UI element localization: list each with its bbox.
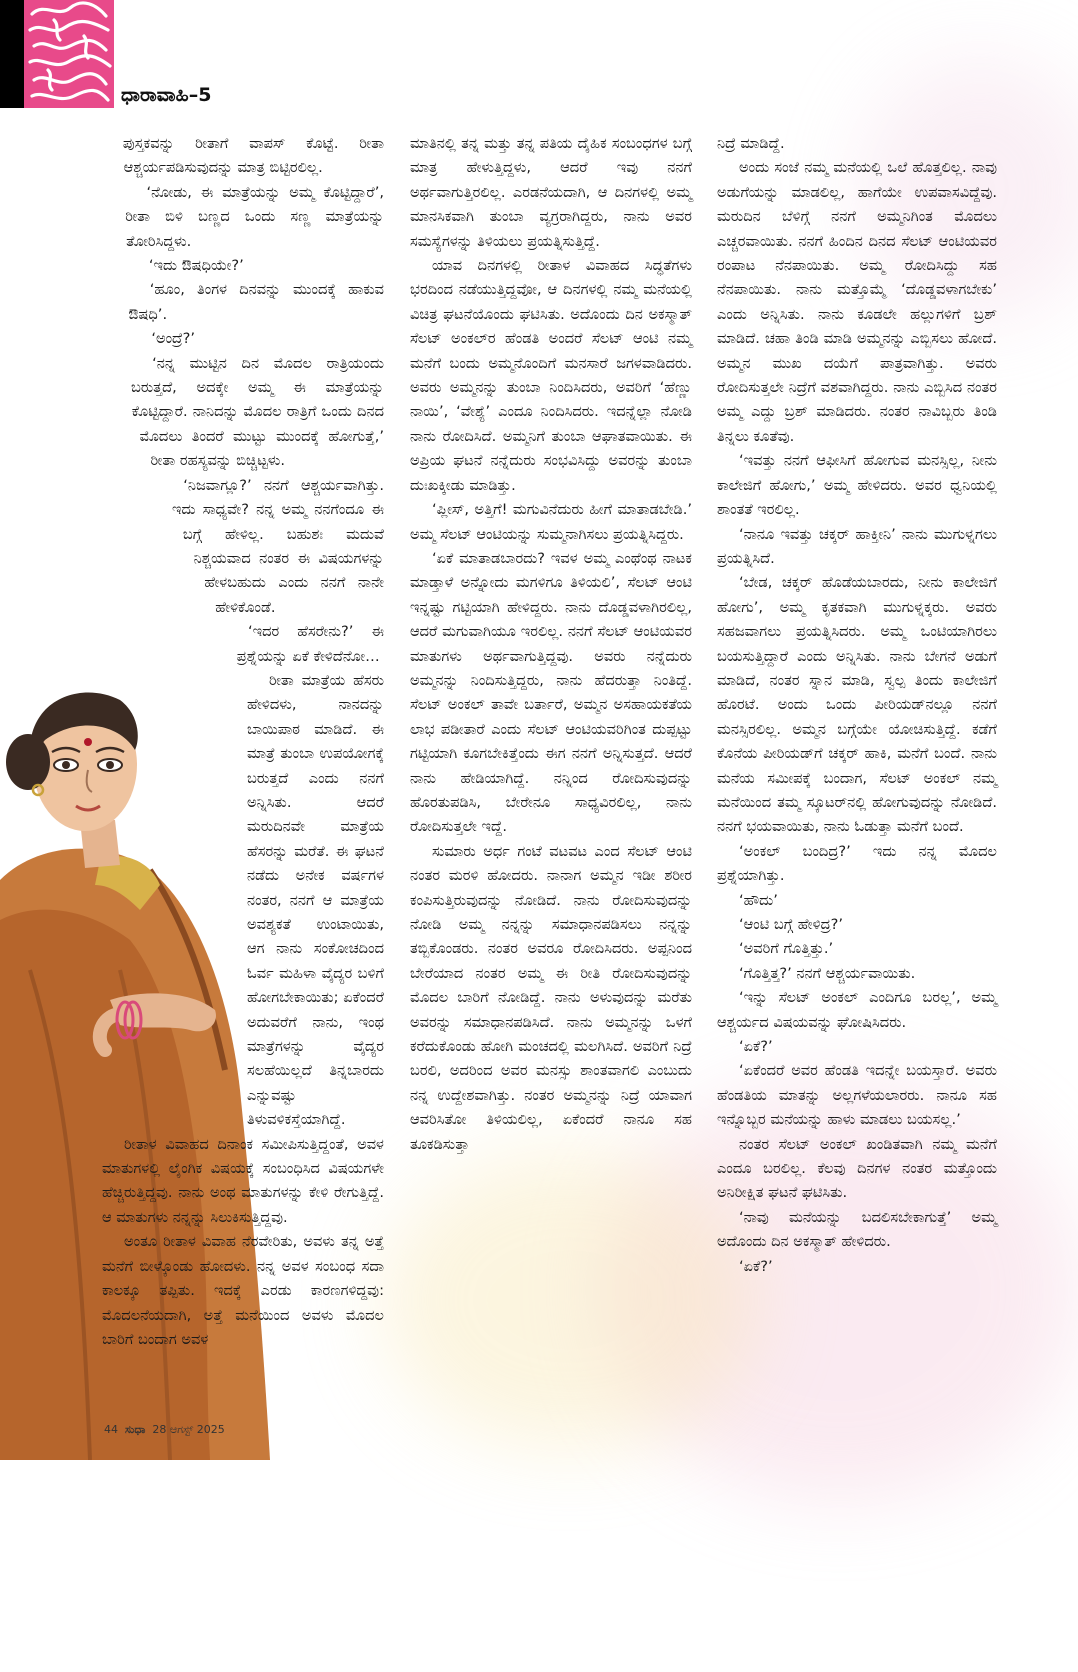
page-number: 44 [104, 1423, 118, 1436]
text-column-2 [410, 132, 692, 1157]
paragraph: ‘ಇವತ್ತು ನನಗೆ ಆಫೀಸಿಗೆ ಹೋಗುವ ಮನಸ್ಸಿಲ್ಲ, ನೀನು ಕಾಲೇಜಿಗೆ ಹೋಗು,’ ಅಮ್ಮ ಹೇಳಿದರು. ಅವರ ಧ್ವನಿಯಲ್ಲಿ ಶಾಂತತೆ ಇರಲಿಲ್ಲ. [717, 452, 997, 519]
page-footer [104, 1423, 225, 1437]
series-logo [0, 0, 114, 108]
paragraph: ‘ಏಕೆ ಮಾತಾಡಬಾರದು? ಇವಳ ಅಮ್ಮ ಎಂಥೆಂಥ ನಾಟಕ ಮಾಡ್ತಾಳೆ ಅನ್ನೋದು ಮಗಳಿಗೂ ತಿಳಿಯಲಿ’, ಸೆಲಟ್ ಆಂಟಿ ಇನ್ನಷ್ಟು ಗಟ್ಟಿಯಾಗಿ ಹೇಳಿದ್ದರು. ನಾನು ದೊಡ್ಡವಳಾಗಿರಲಿಲ್ಲ, ಆದರೆ ಮಗುವಾಗಿಯೂ ಇರಲಿಲ್ಲ. ನನಗೆ ಸೆಲಟ್ ಆಂಟಿಯವರ ಮಾತುಗಳು ಅರ್ಥವಾಗುತ್ತಿದ್ದವು. ಅವರು ನನ್ನೆದುರು ಅಮ್ಮನನ್ನು ನಿಂದಿಸುತ್ತಿದ್ದರು, ನಾನು ಹೆದರುತ್ತಾ ನಿಂತಿದ್ದೆ. ಸೆಲಟ್ ಅಂಕಲ್ ತಾವೇ ಬರ್ತಾರೆ, ಅಮ್ಮನ ಅಸಹಾಯಕತೆಯ ಲಾಭ ಪಡೀತಾರೆ ಎಂದು ಸೆಲಟ್ ಆಂಟಿಯವರಿಗಿಂತ ದುಪ್ಪಟ್ಟು ಗಟ್ಟಿಯಾಗಿ ಕೂಗಬೇಕಿತ್ತೆಂದು ಈಗ ನನಗೆ ಅನ್ನಿಸುತ್ತದೆ. ಆದರೆ ನಾನು ಹೇಡಿಯಾಗಿದ್ದೆ. ನನ್ನಿಂದ ರೋದಿಸುವುದನ್ನು ಹೊರತುಪಡಿಸಿ, ಬೇರೇನೂ ಸಾಧ್ಯವಿರಲಿಲ್ಲ, ನಾನು ರೋದಿಸುತ್ತಲೇ ಇದ್ದೆ. [410, 549, 692, 836]
paragraph: ‘ನಾನೂ ಇವತ್ತು ಚಕ್ಕರ್ ಹಾಕ್ತೀನಿ’ ನಾನು ಮುಗುಳ್ನಗಲು ಪ್ರಯತ್ನಿಸಿದೆ. [717, 525, 997, 567]
text-column-1 [102, 132, 384, 1672]
paragraph: ‘ಪ್ಲೀಸ್, ಅತ್ತಿಗೆ! ಮಗುವಿನೆದುರು ಹೀಗೆ ಮಾತಾಡಬೇಡಿ.’ ಅಮ್ಮ ಸೆಲಟ್ ಆಂಟಿಯನ್ನು ಸುಮ್ಮನಾಗಿಸಲು ಪ್ರಯತ್ನಿಸಿದ್ದರು. [410, 501, 692, 543]
paragraph: ‘ನೋಡು, ಈ ಮಾತ್ರೆಯನ್ನು ಅಮ್ಮ ಕೊಟ್ಟಿದ್ದಾರೆ’, ರೀತಾ ಬಿಳಿ ಬಣ್ಣದ ಒಂದು ಸಣ್ಣ ಮಾತ್ರೆಯನ್ನು ತೋರಿಸಿದ್ದಳು. [125, 183, 384, 250]
paragraph: ಮಾತಿನಲ್ಲಿ ತನ್ನ ಮತ್ತು ತನ್ನ ಪತಿಯ ದೈಹಿಕ ಸಂಬಂಧಗಳ ಬಗ್ಗೆ ಮಾತ್ರ ಹೇಳುತ್ತಿದ್ದಳು, ಆದರೆ ಇವು ನನಗೆ ಅರ್ಥವಾಗುತ್ತಿರಲಿಲ್ಲ. ಎರಡನೆಯದಾಗಿ, ಆ ದಿನಗಳಲ್ಲಿ ಅಮ್ಮ ಮಾನಸಿಕವಾಗಿ ತುಂಬಾ ವ್ಯಗ್ರರಾಗಿದ್ದರು, ನಾನು ಅವರ ಸಮಸ್ಯೆಗಳನ್ನು ತಿಳಿಯಲು ಪ್ರಯತ್ನಿಸುತ್ತಿದ್ದೆ. [410, 135, 692, 250]
paragraph: ‘ಇದು ಔಷಧಿಯೇ?’ [148, 257, 244, 275]
paragraph: ರೀತಾ ಮಾತ್ರೆಯ ಹೆಸರು ಹೇಳಿದಳು, ನಾನದನ್ನು ಬಾಯಿಪಾಠ ಮಾಡಿದೆ. ಈ ಮಾತ್ರೆ ತುಂಬಾ ಉಪಯೋಗಕ್ಕೆ ಬರುತ್ತದೆ ಎಂದು ನನಗೆ ಅನ್ನಿಸಿತು. ಆದರೆ ಮರುದಿನವೇ ಮಾತ್ರೆಯ ಹೆಸರನ್ನು ಮರೆತೆ. ಈ ಘಟನೆ ನಡೆದು ಅನೇಕ ವರ್ಷಗಳ ನಂತರ, ನನಗೆ ಆ ಮಾತ್ರೆಯ ಅವಶ್ಯಕತೆ ಉಂಟಾಯಿತು, ಆಗ ನಾನು ಸಂಕೋಚದಿಂದ ಓರ್ವ ಮಹಿಳಾ ವೈದ್ಯರ ಬಳಿಗೆ ಹೋಗಬೇಕಾಯಿತು; ಏಕೆಂದರೆ ಅದುವರೆಗೆ ನಾನು, ಇಂಥ ಮಾತ್ರೆಗಳನ್ನು ವೈದ್ಯರ ಸಲಹೆಯಿಲ್ಲದೆ ತಿನ್ನಬಾರದು ಎನ್ನುವಷ್ಟು ತಿಳುವಳಿಕಸ್ತೆಯಾಗಿದ್ದೆ. [247, 671, 384, 1129]
paragraph: ‘ಏಕೆ?’ [739, 1257, 773, 1275]
paragraph: ‘ಇನ್ನು ಸೆಲಟ್ ಅಂಕಲ್ ಎಂದಿಗೂ ಬರಲ್ಲ’, ಅಮ್ಮ ಆಶ್ಚರ್ಯದ ವಿಷಯವನ್ನು ಘೋಷಿಸಿದರು. [717, 989, 997, 1031]
paragraph: ಅಂತೂ ರೀತಾಳ ವಿವಾಹ ನೆರವೇರಿತು, ಅವಳು ತನ್ನ ಅತ್ತೆ ಮನೆಗೆ ಬೀಳ್ಕೊಂಡು ಹೋದಳು. ನನ್ನ ಅವಳ ಸಂಬಂಧ ಸದಾ ಕಾಲಕ್ಕೂ ತಪ್ಪಿತು. ಇದಕ್ಕೆ ಎರಡು ಕಾರಣಗಳಿದ್ದವು: ಮೊದಲನೆಯದಾಗಿ, ಅತ್ತೆ ಮನೆಯಿಂದ ಅವಳು ಮೊದಲ ಬಾರಿಗೆ ಬಂದಾಗ ಅವಳ [102, 1233, 384, 1348]
paragraph: ‘ಬೇಡ, ಚಕ್ಕರ್ ಹೊಡೆಯಬಾರದು, ನೀನು ಕಾಲೇಜಿಗೆ ಹೋಗು’, ಅಮ್ಮ ಕೃತಕವಾಗಿ ಮುಗುಳ್ನಕ್ಕರು. ಅವರು ಸಹಜವಾಗಲು ಪ್ರಯತ್ನಿಸಿದರು. ಅಮ್ಮ ಒಂಟಿಯಾಗಿರಲು ಬಯಸುತ್ತಿದ್ದಾರೆ ಎಂದು ಅನ್ನಿಸಿತು. ನಾನು ಬೇಗನೆ ಅಡುಗೆ ಮಾಡಿದೆ, ನಂತರ ಸ್ನಾನ ಮಾಡಿ, ಸ್ವಲ್ಪ ತಿಂದು ಕಾಲೇಜಿಗೆ ಹೊರಟೆ. ಅಂದು ಒಂದು ಪೀರಿಯಡ್‌ನಲ್ಲೂ ನನಗೆ ಮನಸ್ಸಿರಲಿಲ್ಲ. ಅಮ್ಮನ ಬಗ್ಗೆಯೇ ಯೋಚಿಸುತ್ತಿದ್ದೆ. ಕಡೆಗೆ ಕೊನೆಯ ಪೀರಿಯಡ್‌ಗೆ ಚಕ್ಕರ್ ಹಾಕಿ, ಮನೆಗೆ ಬಂದೆ. ನಾನು ಮನೆಯ ಸಮೀಪಕ್ಕೆ ಬಂದಾಗ, ಸೆಲಟ್ ಅಂಕಲ್ ನಮ್ಮ ಮನೆಯಿಂದ ತಮ್ಮ ಸ್ಕೂಟರ್‌ನಲ್ಲಿ ಹೋಗುವುದನ್ನು ನೋಡಿದೆ. ನನಗೆ ಭಯವಾಯಿತು, ನಾನು ಓಡುತ್ತಾ ಮನೆಗೆ ಬಂದೆ. [717, 574, 997, 836]
swirl-pattern-icon [24, 0, 114, 108]
paragraph: ನಂತರ ಸೆಲಟ್ ಅಂಕಲ್ ಖಂಡಿತವಾಗಿ ನಮ್ಮ ಮನೆಗೆ ಎಂದೂ ಬರಲಿಲ್ಲ. ಕೆಲವು ದಿನಗಳ ನಂತರ ಮತ್ತೊಂದು ಅನಿರೀಕ್ಷಿತ ಘಟನೆ ಘಟಿಸಿತು. [717, 1135, 997, 1202]
paragraph: ‘ಏಕೆಂದರೆ ಅವರ ಹೆಂಡತಿ ಇದನ್ನೇ ಬಯಸ್ತಾರೆ. ಅವರು ಹೆಂಡತಿಯ ಮಾತನ್ನು ಅಲ್ಲಗಳೆಯಲಾರರು. ನಾನೂ ಸಹ ಇನ್ನೊಬ್ಬರ ಮನೆಯನ್ನು ಹಾಳು ಮಾಡಲು ಬಯಸಲ್ಲ.’ [717, 1062, 997, 1129]
paragraph: ‘ಅವರಿಗೆ ಗೊತ್ತಿತ್ತು.’ [739, 940, 834, 958]
paragraph: ಅಂದು ಸಂಜೆ ನಮ್ಮ ಮನೆಯಲ್ಲಿ ಒಲೆ ಹೊತ್ತಲಿಲ್ಲ. ನಾವು ಅಡುಗೆಯನ್ನು ಮಾಡಲಿಲ್ಲ, ಹಾಗೆಯೇ ಉಪವಾಸವಿದ್ದೆವು. ಮರುದಿನ ಬೆಳಿಗ್ಗೆ ನನಗೆ ಅಮ್ಮನಿಗಿಂತ ಮೊದಲು ಎಚ್ಚರವಾಯಿತು. ನನಗೆ ಹಿಂದಿನ ದಿನದ ಸೆಲಟ್ ಆಂಟಿಯವರ ರಂಪಾಟ ನೆನಪಾಯಿತು. ಅಮ್ಮ ರೋದಿಸಿದ್ದು ಸಹ ನೆನಪಾಯಿತು. ನಾನು ಮತ್ತೊಮ್ಮೆ ‘ದೊಡ್ಡವಳಾಗಬೇಕು’ ಎಂದು ಅನ್ನಿಸಿತು. ನಾನು ಕೂಡಲೇ ಹಲ್ಲುಗಳಿಗೆ ಬ್ರಶ್ ಮಾಡಿದೆ. ಚಹಾ ತಿಂಡಿ ಮಾಡಿ ಅಮ್ಮನನ್ನು ಎಬ್ಬಿಸಲು ಹೋದೆ. ಅಮ್ಮನ ಮುಖ ದಯೆಗೆ ಪಾತ್ರವಾಗಿತ್ತು. ಅವರು ರೋದಿಸುತ್ತಲೇ ನಿದ್ರೆಗೆ ವಶವಾಗಿದ್ದರು. ನಾನು ಎಬ್ಬಿಸಿದ ನಂತರ ಅಮ್ಮ ಎದ್ದು ಬ್ರಶ್ ಮಾಡಿದರು. ನಂತರ ನಾವಿಬ್ಬರು ತಿಂಡಿ ತಿನ್ನಲು ಕೂತೆವು. [717, 159, 997, 445]
paragraph: ಪುಸ್ತಕವನ್ನು ರೀತಾಗೆ ವಾಪಸ್ ಕೊಟ್ಟೆ. ರೀತಾ ಆಶ್ಚರ್ಯಪಡಿಸುವುದನ್ನು ಮಾತ್ರ ಬಿಟ್ಟಿರಲಿಲ್ಲ. [122, 135, 384, 177]
paragraph: ‘ಅಂಕಲ್ ಬಂದಿದ್ರ?’ ಇದು ನನ್ನ ಮೊದಲ ಪ್ರಶ್ನೆಯಾಗಿತ್ತು. [717, 842, 997, 885]
paragraph: ‘ಹೌದು’ [739, 891, 778, 909]
paragraph: ‘ಆಂಟಿ ಬಗ್ಗೆ ಹೇಳಿದ್ರ?’ [739, 916, 844, 933]
paragraph: ‘ಏಕೆ?’ [739, 1038, 773, 1056]
paragraph: ‘ಅಂದ್ರೆ?’ [151, 330, 196, 348]
watercolor-wash [380, 1150, 760, 1450]
paragraph: ಸುಮಾರು ಅರ್ಧ ಗಂಟೆ ವಟವಟ ಎಂದ ಸೆಲಟ್ ಆಂಟಿ ನಂತರ ಮರಳಿ ಹೋದರು. ನಾನಾಗ ಅಮ್ಮನ ಇಡೀ ಶರೀರ ಕಂಪಿಸುತ್ತಿರುವುದನ್ನು ನೋಡಿದೆ. ನಾನು ರೋದಿಸುವುದನ್ನು ನೋಡಿ ಅಮ್ಮ ನನ್ನನ್ನು ಸಮಾಧಾನಪಡಿಸಲು ನನ್ನನ್ನು ತಬ್ಬಿಕೊಂಡರು. ನಂತರ ಅವರೂ ರೋದಿಸಿದರು. ಅಪ್ಪನಿಂದ ಬೇರೆಯಾದ ನಂತರ ಅಮ್ಮ ಈ ರೀತಿ ರೋದಿಸುವುದನ್ನು ಮೊದಲ ಬಾರಿಗೆ ನೋಡಿದ್ದೆ. ನಾನು ಅಳುವುದನ್ನು ಮರೆತು ಅವರನ್ನು ಸಮಾಧಾನಪಡಿಸಿದೆ. ನಾನು ಅಮ್ಮನನ್ನು ಒಳಗೆ ಕರೆದುಕೊಂಡು ಹೋಗಿ ಮಂಚದಲ್ಲಿ ಮಲಗಿಸಿದೆ. ಅವರಿಗೆ ನಿದ್ರೆ ಬರಲಿ, ಅದರಿಂದ ಅವರ ಮನಸ್ಸು ಶಾಂತವಾಗಲಿ ಎಂಬುದು ನನ್ನ ಉದ್ದೇಶವಾಗಿತ್ತು. ನಂತರ ಅಮ್ಮನನ್ನು ನಿದ್ರೆ ಯಾವಾಗ ಆವರಿಸಿತೋ ತಿಳಿಯಲಿಲ್ಲ, ಏಕೆಂದರೆ ನಾನೂ ಸಹ ತೂಕಡಿಸುತ್ತಾ [410, 842, 692, 1153]
text-column-3 [717, 132, 997, 1279]
paragraph: ‘ಇದರ ಹೆಸರೇನು?’ ಈ ಪ್ರಶ್ನೆಯನ್ನು ಏಕೆ ಕೇಳಿದೆನೋ… [236, 623, 384, 665]
paragraph: ‘ನಿಜವಾಗ್ಲೂ?’ ನನಗೆ ಆಶ್ಚರ್ಯವಾಗಿತ್ತು. ಇದು ಸಾಧ್ಯವೇ? ನನ್ನ ಅಮ್ಮ ನನಗೆಂದೂ ಈ ಬಗ್ಗೆ ಹೇಳಿಲ್ಲ. ಬಹುಶಃ ಮದುವೆ ನಿಶ್ಚಯವಾದ ನಂತರ ಈ ವಿಷಯಗಳನ್ನು ಹೇಳಬಹುದು ಎಂದು ನನಗೆ ನಾನೇ ಹೇಳಿಕೊಂಡೆ. [172, 476, 384, 616]
series-title: ಧಾರಾವಾಹಿ–5 [121, 84, 212, 106]
issue-date: 28 ಆಗಸ್ಟ್ 2025 [152, 1423, 225, 1436]
magazine-name: ಸುಧಾ [125, 1423, 146, 1436]
paragraph: ನಿದ್ರೆ ಮಾಡಿದ್ದೆ. [717, 135, 785, 152]
paragraph: ರೀತಾಳ ವಿವಾಹದ ದಿನಾಂಕ ಸಮೀಪಿಸುತ್ತಿದ್ದಂತೆ, ಅವಳ ಮಾತುಗಳಲ್ಲಿ ಲೈಂಗಿಕ ವಿಷಯಕ್ಕೆ ಸಂಬಂಧಿಸಿದ ವಿಷಯಗಳೇ ಹೆಚ್ಚಿರುತ್ತಿದ್ದವು. ನಾನು ಅಂಥ ಮಾತುಗಳನ್ನು ಕೇಳಿ ರೇಗುತ್ತಿದ್ದೆ. ಆ ಮಾತುಗಳು ನನ್ನನ್ನು ಸಿಲುಕಿಸುತ್ತಿದ್ದವು. [102, 1135, 384, 1226]
paragraph: ಯಾವ ದಿನಗಳಲ್ಲಿ ರೀತಾಳ ವಿವಾಹದ ಸಿದ್ಧತೆಗಳು ಭರದಿಂದ ನಡೆಯುತ್ತಿದ್ದವೋ, ಆ ದಿನಗಳಲ್ಲಿ ನಮ್ಮ ಮನೆಯಲ್ಲಿ ವಿಚಿತ್ರ ಘಟನೆಯೊಂದು ಘಟಿಸಿತು. ಅದೊಂದು ದಿನ ಅಕಸ್ಮಾತ್ ಸೆಲಟ್ ಅಂಕಲ್‌ರ ಹೆಂಡತಿ ಅಂದರೆ ಸೆಲಟ್ ಆಂಟಿ ನಮ್ಮ ಮನೆಗೆ ಬಂದು ಅಮ್ಮನೊಂದಿಗೆ ಮನಸಾರೆ ಜಗಳವಾಡಿದರು. ಅವರು ಅಮ್ಮನನ್ನು ತುಂಬಾ ನಿಂದಿಸಿದರು, ಅವರಿಗೆ ‘ಹೆಣ್ಣು ನಾಯಿ’, ‘ವೇಶ್ಯೆ’ ಎಂದೂ ನಿಂದಿಸಿದರು. ಇದನ್ನೆಲ್ಲಾ ನೋಡಿ ನಾನು ರೋದಿಸಿದೆ. ಅಮ್ಮನಿಗೆ ತುಂಬಾ ಆಘಾತವಾಯಿತು. ಈ ಅಪ್ರಿಯ ಘಟನೆ ನನ್ನೆದುರು ಸಂಭವಿಸಿದ್ದು ಅವರನ್ನು ತುಂಬಾ ದುಃಖಕ್ಕೀಡು ಮಾಡಿತ್ತು. [410, 257, 692, 494]
paragraph: ‘ಗೊತ್ತಿತ್ತ?’ ನನಗೆ ಆಶ್ಚರ್ಯವಾಯಿತು. [739, 964, 916, 982]
paragraph: ‘ಹೂಂ, ತಿಂಗಳ ದಿನವನ್ನು ಮುಂದಕ್ಕೆ ಹಾಕುವ ಔಷಧಿ’. [128, 281, 384, 323]
paragraph: ‘ನಾವು ಮನೆಯನ್ನು ಬದಲಿಸಬೇಕಾಗುತ್ತೆ’ ಅಮ್ಮ ಅದೊಂದು ದಿನ ಅಕಸ್ಮಾತ್ ಹೇಳಿದರು. [717, 1208, 997, 1251]
paragraph: ‘ನನ್ನ ಮುಟ್ಟಿನ ದಿನ ಮೊದಲ ರಾತ್ರಿಯಂದು ಬರುತ್ತದೆ, ಅದಕ್ಕೇ ಅಮ್ಮ ಈ ಮಾತ್ರೆಯನ್ನು ಕೊಟ್ಟಿದ್ದಾರೆ. ನಾನಿದನ್ನು ಮೊದಲ ರಾತ್ರಿಗೆ ಒಂದು ದಿನದ ಮೊದಲು ತಿಂದರೆ ಮುಟ್ಟು ಮುಂದಕ್ಕೆ ಹೋಗುತ್ತೆ,’ ರೀತಾ ರಹಸ್ಯವನ್ನು ಬಿಚ್ಚಿಟ್ಟಳು. [130, 354, 384, 470]
